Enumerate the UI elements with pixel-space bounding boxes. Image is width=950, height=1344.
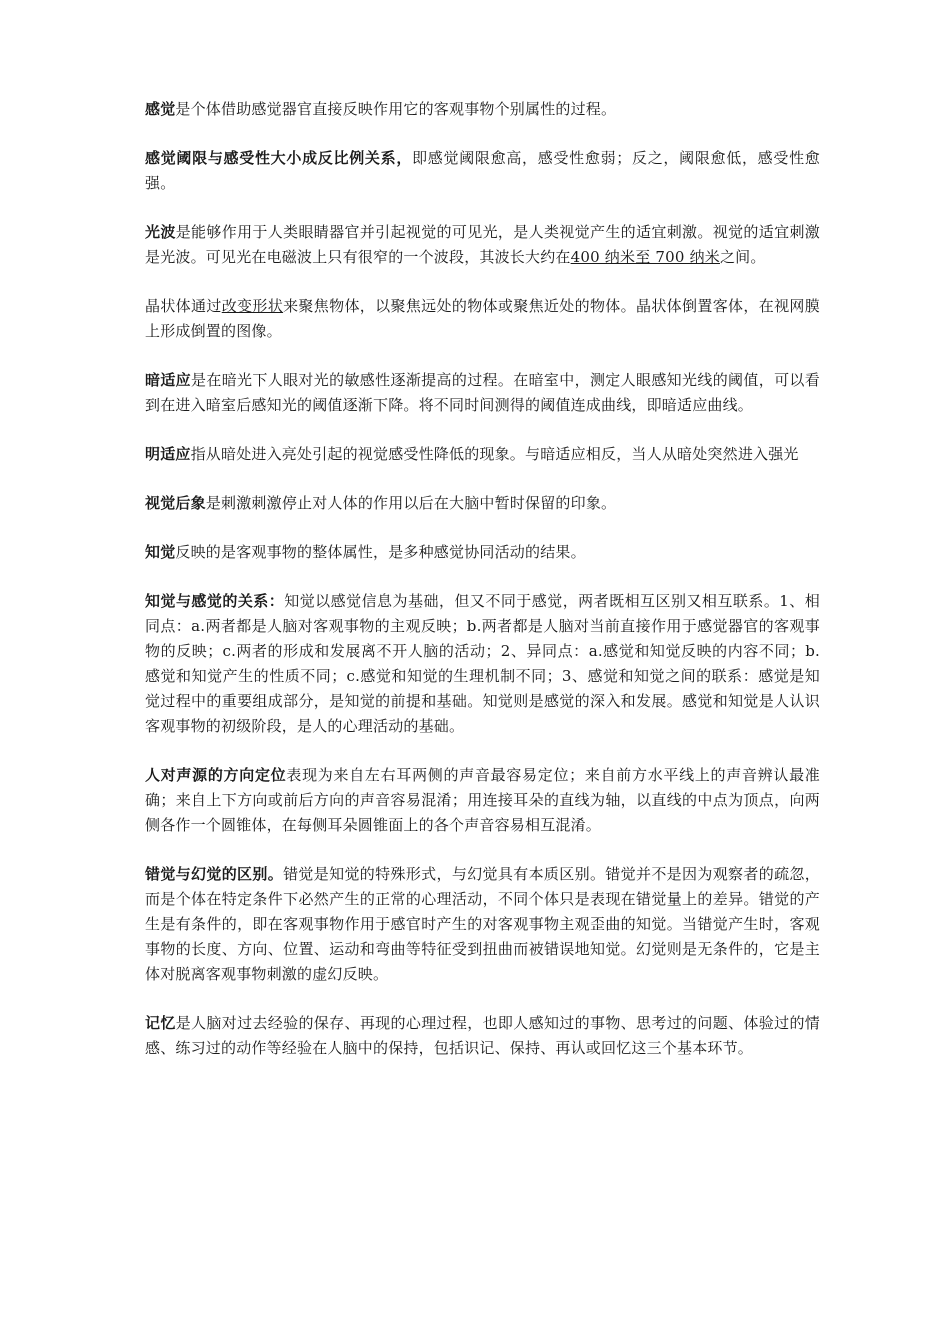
paragraph-illusion-hallucination (145, 862, 820, 987)
term-heading: 感觉 (145, 100, 176, 118)
paragraph-sound-localization (145, 763, 820, 838)
paragraph-perception-sensation-relation (145, 589, 820, 739)
term-heading: 人对声源的方向定位 (145, 766, 287, 784)
term-heading: 暗适应 (145, 371, 192, 389)
paragraph-text: 表现为来自左右耳两侧的声音最容易定位；来自前方水平线上的声音辨认最准确；来自上下方向或前后方向的声音容易混淆；用连接耳朵的直线为轴，以直线的中点为顶点，向两侧各作一个圆锥体，在每侧耳朵圆锥面上的各个声音容易相互混淆。 (145, 766, 820, 834)
paragraph-afterimage (145, 491, 820, 516)
term-heading: 视觉后象 (145, 494, 206, 512)
term-heading: 知觉 (145, 543, 176, 561)
paragraph-text: 知觉以感觉信息为基础，但又不同于感觉，两者既相互区别又相互联系。1、相同点：a.两者都是人脑对客观事物的主观反映；b.两者都是人脑对当前直接作用于感觉器官的客观事物的反映；c.两者的形成和发展离不开人脑的活动；2、异同点：a.感觉和知觉反映的内容不同；b.感觉和知觉产生的性质不同；c.感觉和知觉的生理机制不同；3、感觉和知觉之间的联系：感觉是知觉过程中的重要组成部分，是知觉的前提和基础。知觉则是感觉的深入和发展。感觉和知觉是人认识客观事物的初级阶段，是人的心理活动的基础。 (145, 592, 820, 735)
term-heading: 明适应 (145, 445, 191, 463)
paragraph-light-adaptation (145, 442, 820, 467)
term-heading: 错觉与幻觉的区别。 (145, 865, 284, 883)
underlined-text: 400 纳米至 700 纳米 (570, 248, 720, 266)
paragraph-sensation (145, 97, 820, 122)
paragraph-text: 是刺激刺激停止对人体的作用以后在大脑中暂时保留的印象。 (205, 494, 617, 512)
paragraph-text: 是个体借助感觉器官直接反映作用它的客观事物个别属性的过程。 (175, 100, 617, 118)
paragraph-text-before: 晶状体通过 (145, 297, 222, 315)
paragraph-memory (145, 1011, 820, 1061)
paragraph-text: 是在暗光下人眼对光的敏感性逐渐提高的过程。在暗室中，测定人眼感知光线的阈值，可以看到在进入暗室后感知光的阈值逐渐下降。将不同时间测得的阈值连成曲线，即暗适应曲线。 (145, 371, 820, 414)
term-heading: 知觉与感觉的关系： (145, 592, 285, 610)
paragraph-text: 指从暗处进入亮处引起的视觉感受性降低的现象。与暗适应相反，当人从暗处突然进入强光 (190, 445, 799, 463)
paragraph-text-after: 来聚焦物体，以聚焦远处的物体或聚焦近处的物体。晶状体倒置客体，在视网膜上形成倒置的图像。 (145, 297, 820, 340)
paragraph-text: 是人脑对过去经验的保存、再现的心理过程，也即人感知过的事物、思考过的问题、体验过的情感、练习过的动作等经验在人脑中的保持，包括识记、保持、再认或回忆这三个基本环节。 (145, 1014, 821, 1057)
paragraph-text-after: 之间。 (719, 248, 766, 266)
paragraph-text: 是能够作用于人类眼睛器官并引起视觉的可见光，是人类视觉产生的适宜刺激。视觉的适宜刺激是光波。可见光在电磁波上只有很窄的一个波段，其波长大约在 (145, 223, 821, 266)
paragraph-light-wave (145, 220, 820, 270)
paragraph-text: 反映的是客观事物的整体属性，是多种感觉协同活动的结果。 (175, 543, 586, 561)
document-page (145, 97, 820, 1085)
paragraph-lens (145, 294, 820, 344)
paragraph-perception (145, 540, 820, 565)
paragraph-text: 即感觉阈限愈高，感受性愈弱；反之，阈限愈低，感受性愈强。 (145, 149, 820, 192)
paragraph-dark-adaptation (145, 368, 820, 418)
paragraph-threshold (145, 146, 820, 196)
paragraph-text: 错觉是知觉的特殊形式，与幻觉具有本质区别。错觉并不是因为观察者的疏忽，而是个体在特定条件下必然产生的正常的心理活动，不同个体只是表现在错觉量上的差异。错觉的产生是有条件的，即在客观事物作用于感官时产生的对客观事物主观歪曲的知觉。当错觉产生时，客观事物的长度、方向、位置、运动和弯曲等特征受到扭曲而被错误地知觉。幻觉则是无条件的，它是主体对脱离客观事物刺激的虚幻反映。 (145, 865, 820, 983)
term-heading: 感觉阈限与感受性大小成反比例关系， (145, 149, 413, 167)
term-heading: 记忆 (145, 1014, 176, 1032)
term-heading: 光波 (145, 223, 176, 241)
underlined-text: 改变形状 (221, 297, 284, 315)
